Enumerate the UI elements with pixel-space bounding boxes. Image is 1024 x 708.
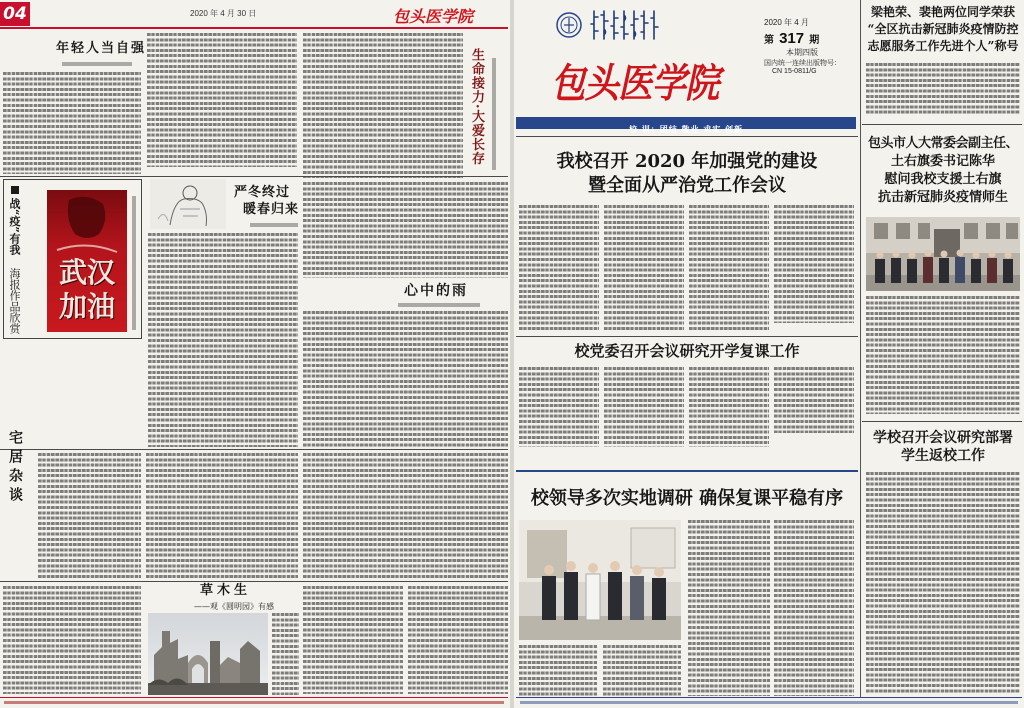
lead-headline-line1: 我校召开 2020 年加强党的建设 <box>556 151 818 172</box>
university-emblem-icon <box>556 12 582 38</box>
article-body-text <box>408 586 508 694</box>
article-body-text <box>519 205 599 330</box>
poster-feature-title: 战“疫”有我 <box>8 198 21 255</box>
article-body-text <box>303 453 508 578</box>
article-body-text <box>148 233 298 447</box>
article-body-text <box>866 296 1020 414</box>
award-headline-line3: 志愿服务工作先进个人”称号 <box>867 39 1019 53</box>
column-rule <box>862 421 1022 422</box>
byline <box>492 58 496 170</box>
poster-feature-subtitle: 海报作品欣赏 <box>8 268 21 334</box>
article-body-text <box>3 72 141 174</box>
byline <box>62 62 132 66</box>
article-body-text <box>519 645 597 696</box>
footer-rule <box>516 697 1022 698</box>
section-rule <box>516 470 858 472</box>
visit-headline-line1: 包头市人大常委会副主任、 <box>867 136 1018 151</box>
visit-group-photo <box>866 217 1020 291</box>
byline <box>398 303 480 307</box>
masthead-date: 2020 年 4 月 <box>764 18 809 27</box>
column-rule <box>516 336 858 337</box>
headline-winter-line1: 严冬终过 <box>234 185 291 200</box>
headline-home-talk: 宅居杂谈 <box>7 430 23 506</box>
visit-headline-line3: 慰问我校支援土右旗 <box>884 172 1002 187</box>
serial-number: CN 15-0811/G <box>772 68 817 75</box>
award-headline-line1: 梁艳荣、裴艳两位同学荣获 <box>870 5 1015 19</box>
article-body-text <box>38 453 141 578</box>
article-body-text <box>689 367 769 447</box>
headline-youth: 年轻人当自强 <box>56 41 147 56</box>
issue-prefix: 第 <box>764 35 774 46</box>
page-number-badge: 04 <box>0 2 30 26</box>
article-body-text <box>604 367 684 447</box>
square-bullet-icon <box>11 186 19 194</box>
article-body-text <box>689 205 769 330</box>
column-divider <box>860 0 861 697</box>
masthead-page-count: 本期四版 <box>786 48 818 57</box>
inspection-photo <box>519 520 681 640</box>
article-body-text <box>303 182 508 278</box>
lead-headline-line2: 暨全面从严治党工作会议 <box>588 175 786 196</box>
article-body-text <box>774 520 854 696</box>
issue-date: 2020 年 4 月 30 日 <box>190 9 257 18</box>
visit-headline-line4: 抗击新冠肺炎疫情师生 <box>877 190 1008 205</box>
article-body-text <box>147 33 297 167</box>
headline-plants: 草木生 <box>200 583 252 598</box>
school-motto: 校 训：团结 敬业 求实 创新 <box>628 124 744 134</box>
poster-slogan: 武汉加油 <box>58 256 115 323</box>
column-rule <box>516 136 858 137</box>
reopening-headline: 校党委召开会议研究开学复课工作 <box>574 342 800 360</box>
article-body-text <box>688 520 770 696</box>
article-body-text <box>3 586 141 694</box>
article-body-text <box>303 33 463 178</box>
column-rule <box>0 581 508 582</box>
inspection-headline: 校领导多次实地调研 确保复课平稳有序 <box>530 488 844 509</box>
byline <box>250 223 298 227</box>
headline-winter-line2: 暖春归来 <box>243 202 300 217</box>
article-body-text <box>604 205 684 330</box>
serial-number-label: 国内统一连续出版物号： <box>764 59 841 67</box>
issue-number: 317 <box>779 30 805 47</box>
footer-rule <box>0 697 508 698</box>
article-body-text <box>866 472 1020 694</box>
article-body-text <box>774 367 854 433</box>
column-rule <box>0 449 508 450</box>
column-rule <box>862 124 1022 125</box>
headline-life-relay: 生命接力·大爱长存 <box>469 48 484 166</box>
header-rule <box>0 27 508 29</box>
ruins-photo <box>148 613 268 695</box>
article-body-text <box>272 613 299 695</box>
footer-info <box>520 701 1018 704</box>
visit-headline-line2: 土右旗委书记陈华 <box>890 154 995 169</box>
headline-plants-subtitle: ——观《圆明园》有感 <box>194 602 274 611</box>
column-rule <box>0 176 508 177</box>
mongolian-script-title <box>588 9 660 41</box>
footer-info <box>4 701 504 704</box>
issue-suffix: 期 <box>809 35 820 46</box>
article-body-text <box>303 311 508 447</box>
motto-bar <box>516 117 856 134</box>
headline-rain: 心中的雨 <box>404 283 468 299</box>
return-headline-line1: 学校召开会议研究部署 <box>873 430 1013 446</box>
masthead-title: 包头医学院 <box>551 60 719 107</box>
header-logo: 包头医学院 <box>393 7 474 26</box>
masthead-issue <box>764 28 819 47</box>
sketch-illustration <box>150 179 226 229</box>
wuhan-poster-image <box>47 190 127 332</box>
article-body-text <box>146 453 298 578</box>
article-body-text <box>774 205 854 323</box>
article-body-text <box>303 586 403 694</box>
article-body-text <box>866 63 1020 115</box>
article-body-text <box>603 645 681 696</box>
award-headline-line2: “全区抗击新冠肺炎疫情防控 <box>867 22 1019 36</box>
return-headline-line2: 学生返校工作 <box>901 448 985 464</box>
article-body-text <box>519 367 599 447</box>
poster-caption <box>132 196 136 330</box>
